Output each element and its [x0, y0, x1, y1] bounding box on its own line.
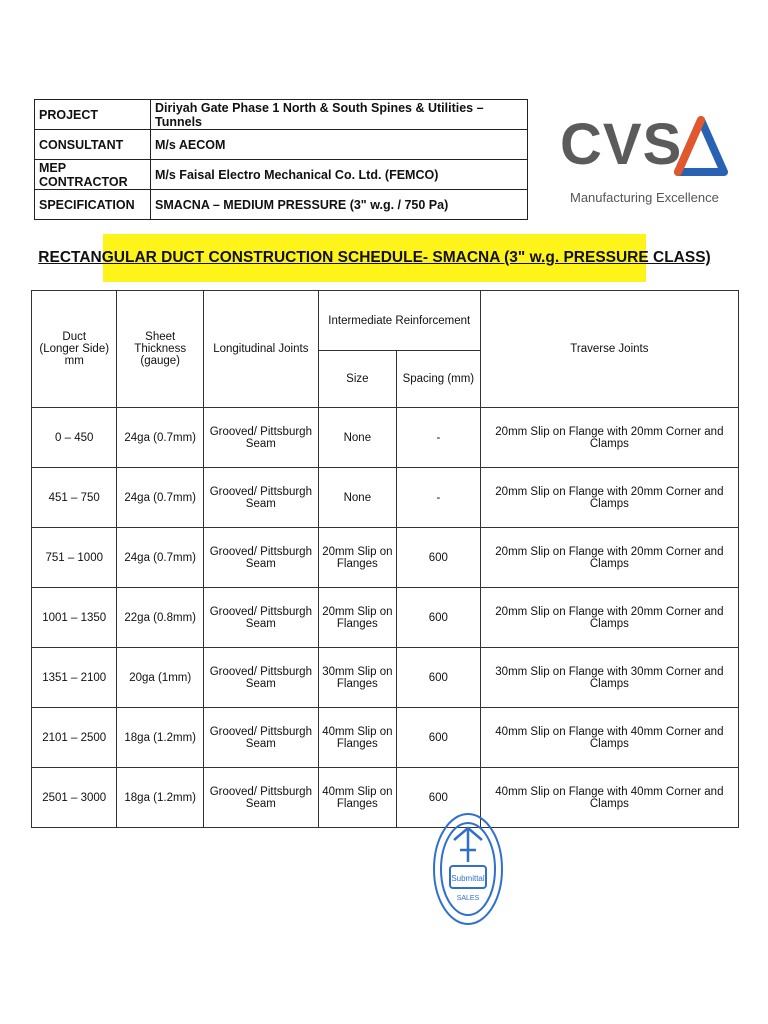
longitudinal-line2: Seam: [245, 497, 276, 510]
schedule-row: [32, 648, 739, 708]
project-info-table: [34, 99, 528, 220]
longitudinal-line2: Seam: [245, 557, 276, 570]
longitudinal-line1: Grooved/ Pittsburgh: [209, 485, 312, 498]
longitudinal-line1: Grooved/ Pittsburgh: [209, 425, 312, 438]
reinforcement-size-cell: [318, 468, 396, 528]
longitudinal-line2: Seam: [245, 437, 276, 450]
reinforcement-size-cell: [318, 528, 396, 588]
header-duct-line1: Duct: [62, 331, 87, 343]
schedule-row: [32, 468, 739, 528]
longitudinal-cell: [203, 588, 318, 648]
reinforcement-size-cell: [318, 768, 396, 828]
longitudinal-line2: Seam: [245, 677, 276, 690]
reinforcement-size-cell: [318, 708, 396, 768]
reinforcement-size-cell: [318, 648, 396, 708]
traverse-cell: 20mm Slip on Flange with 20mm Corner and Clamps: [480, 588, 738, 648]
spacing-cell: 600: [396, 648, 480, 708]
info-label: MEP CONTRACTOR: [35, 160, 151, 190]
size-line1: 40mm Slip on: [322, 725, 393, 738]
info-row: [35, 160, 528, 190]
size-line2: Flanges: [336, 557, 378, 570]
spacing-cell: 600: [396, 528, 480, 588]
size-line1: 20mm Slip on: [322, 605, 393, 618]
info-value: M/s Faisal Electro Mechanical Co. Ltd. (FEMCO): [151, 160, 528, 190]
header-traverse: Traverse Joints: [480, 291, 738, 408]
longitudinal-cell: [203, 468, 318, 528]
spacing-cell: 600: [396, 768, 480, 828]
stamp-text-top: Submittal: [451, 874, 485, 883]
header-size: Size: [318, 351, 396, 408]
traverse-cell: 20mm Slip on Flange with 20mm Corner and Clamps: [480, 528, 738, 588]
duct-size-cell: 0 – 450: [32, 408, 117, 468]
spacing-cell: 600: [396, 708, 480, 768]
thickness-cell: 18ga (1.2mm): [117, 708, 203, 768]
longitudinal-cell: [203, 408, 318, 468]
header-thickness-line2: (gauge): [140, 355, 180, 367]
project-info-body: [35, 100, 528, 220]
header-reinforcement: Intermediate Reinforcement: [318, 291, 480, 351]
submittal-stamp-seal: [430, 810, 506, 928]
duct-size-cell: 1351 – 2100: [32, 648, 117, 708]
size-line1: 40mm Slip on: [322, 785, 393, 798]
duct-size-cell: 751 – 1000: [32, 528, 117, 588]
header-thickness: [117, 291, 203, 408]
schedule-title: RECTANGULAR DUCT CONSTRUCTION SCHEDULE- SMACNA (3" w.g. PRESSURE CLASS): [38, 249, 711, 266]
duct-size-cell: 2101 – 2500: [32, 708, 117, 768]
spacing-cell: 600: [396, 588, 480, 648]
info-label: SPECIFICATION: [35, 190, 151, 220]
longitudinal-cell: [203, 768, 318, 828]
schedule-title-banner: [38, 234, 711, 282]
longitudinal-cell: [203, 648, 318, 708]
spacing-cell: -: [396, 408, 480, 468]
reinforcement-size-cell: [318, 408, 396, 468]
thickness-cell: 24ga (0.7mm): [117, 468, 203, 528]
longitudinal-line1: Grooved/ Pittsburgh: [209, 785, 312, 798]
longitudinal-line1: Grooved/ Pittsburgh: [209, 725, 312, 738]
spacing-cell: -: [396, 468, 480, 528]
header-row-1: [32, 291, 739, 351]
size-line2: Flanges: [336, 737, 378, 750]
longitudinal-cell: [203, 528, 318, 588]
longitudinal-line1: Grooved/ Pittsburgh: [209, 545, 312, 558]
longitudinal-line2: Seam: [245, 737, 276, 750]
schedule-row: [32, 708, 739, 768]
size-line2: Flanges: [336, 677, 378, 690]
size-line2: Flanges: [336, 797, 378, 810]
info-label: CONSULTANT: [35, 130, 151, 160]
schedule-body: [32, 408, 739, 828]
info-value: SMACNA – MEDIUM PRESSURE (3" w.g. / 750 Pa): [151, 190, 528, 220]
duct-size-cell: 2501 – 3000: [32, 768, 117, 828]
schedule-row: [32, 768, 739, 828]
longitudinal-line1: Grooved/ Pittsburgh: [209, 605, 312, 618]
traverse-cell: 20mm Slip on Flange with 20mm Corner and Clamps: [480, 408, 738, 468]
header-thickness-line1: Sheet Thickness: [134, 331, 187, 355]
schedule-row: [32, 588, 739, 648]
info-value: M/s AECOM: [151, 130, 528, 160]
stamp-text-bottom: SALES: [456, 895, 480, 902]
info-label: PROJECT: [35, 100, 151, 130]
info-row: [35, 130, 528, 160]
schedule-row: [32, 528, 739, 588]
schedule-header: [32, 291, 739, 408]
size-line1: 30mm Slip on: [322, 665, 393, 678]
info-row: [35, 100, 528, 130]
duct-size-cell: 451 – 750: [32, 468, 117, 528]
info-value: Diriyah Gate Phase 1 North & South Spines & Utilities – Tunnels: [151, 100, 528, 130]
size-line1: 20mm Slip on: [322, 545, 393, 558]
thickness-cell: 20ga (1mm): [117, 648, 203, 708]
thickness-cell: 22ga (0.8mm): [117, 588, 203, 648]
cvs-logo: [560, 110, 730, 210]
longitudinal-line2: Seam: [245, 617, 276, 630]
thickness-cell: 24ga (0.7mm): [117, 408, 203, 468]
longitudinal-line2: Seam: [245, 797, 276, 810]
schedule-row: [32, 408, 739, 468]
logo-triangle-icon: [674, 114, 728, 180]
size-line1: None: [343, 431, 372, 444]
size-line1: None: [343, 491, 372, 504]
logo-subtitle: Manufacturing Excellence: [570, 190, 719, 205]
logo-text: CVS: [560, 112, 683, 177]
duct-schedule-table: [31, 290, 739, 828]
thickness-cell: 18ga (1.2mm): [117, 768, 203, 828]
thickness-cell: 24ga (0.7mm): [117, 528, 203, 588]
traverse-cell: 20mm Slip on Flange with 20mm Corner and Clamps: [480, 468, 738, 528]
reinforcement-size-cell: [318, 588, 396, 648]
traverse-cell: 40mm Slip on Flange with 40mm Corner and Clamps: [480, 708, 738, 768]
traverse-cell: 40mm Slip on Flange with 40mm Corner and Clamps: [480, 768, 738, 828]
info-row: [35, 190, 528, 220]
header-duct-line3: mm: [64, 355, 84, 367]
header-duct: [32, 291, 117, 408]
header-duct-line2: (Longer Side): [39, 343, 110, 355]
header-longitudinal: Longitudinal Joints: [203, 291, 318, 408]
size-line2: Flanges: [336, 617, 378, 630]
duct-size-cell: 1001 – 1350: [32, 588, 117, 648]
longitudinal-line1: Grooved/ Pittsburgh: [209, 665, 312, 678]
longitudinal-cell: [203, 708, 318, 768]
traverse-cell: 30mm Slip on Flange with 30mm Corner and Clamps: [480, 648, 738, 708]
header-spacing: Spacing (mm): [396, 351, 480, 408]
